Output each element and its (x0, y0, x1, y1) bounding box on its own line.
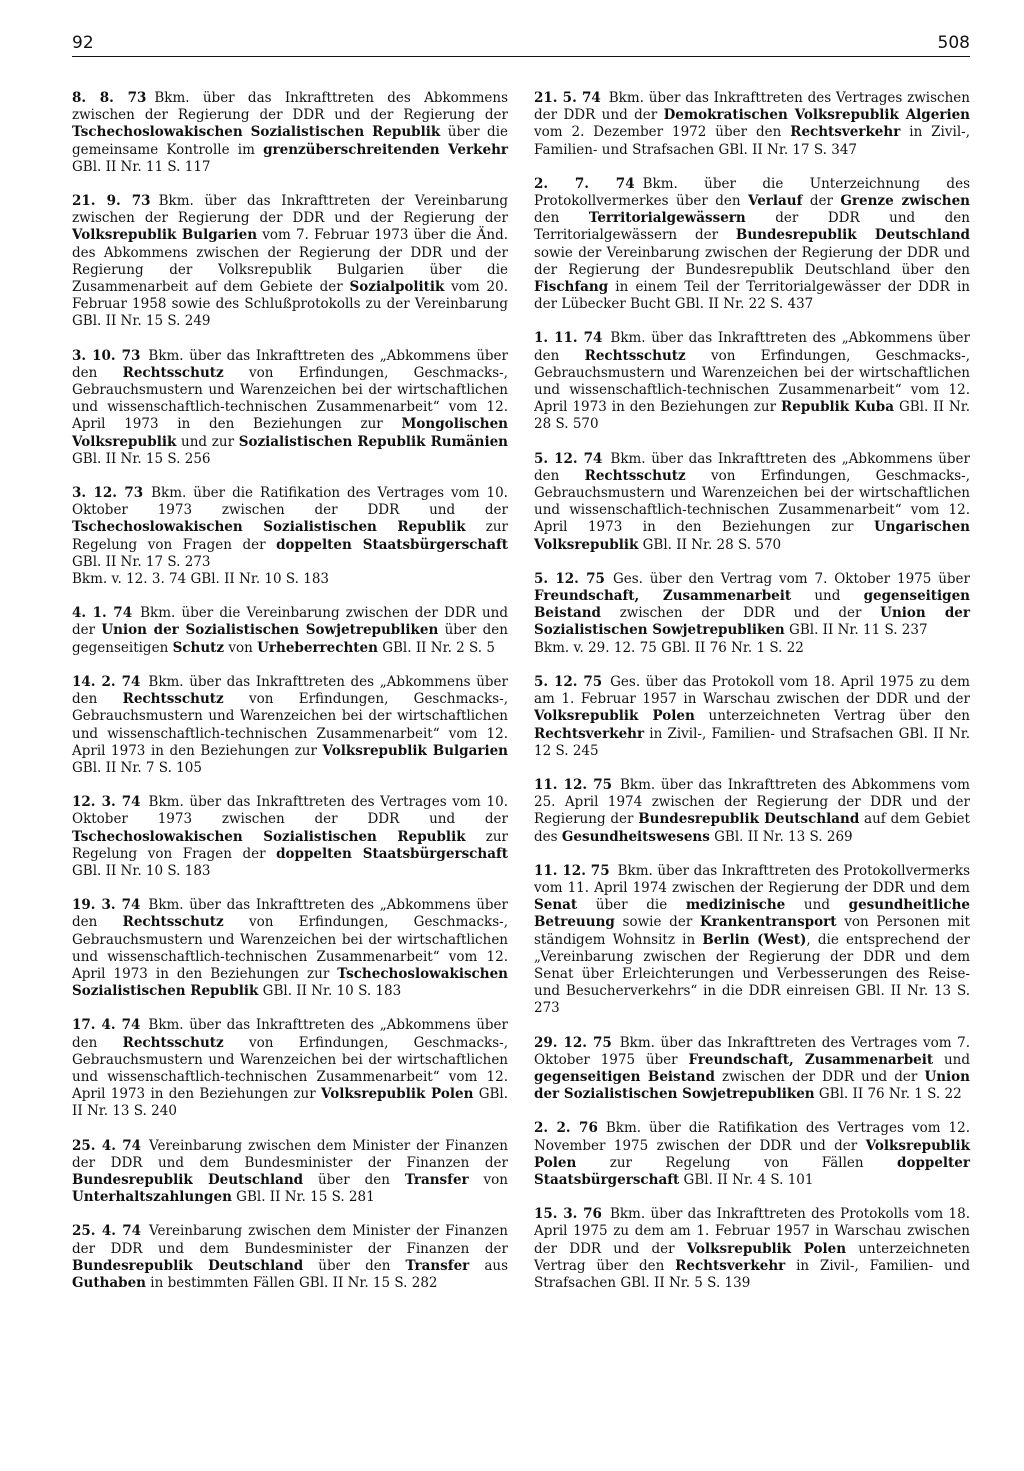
entry-text: in bestimmten Fällen GBl. II Nr. 15 S. 282 (146, 1274, 438, 1291)
entry-text: Bkm. über das Inkrafttreten des Vertrages vom 7. Oktober 1975 über (534, 1034, 970, 1068)
entry-text: GBl. II Nr. 11 S. 237 (784, 622, 928, 639)
entry-text: Bkm. über das Inkrafttreten des „Abkommens über den (72, 347, 508, 381)
entry-text: Bkm. über das Inkrafttreten der Vereinbarung zwischen der Regierung der DDR und der Regierung der (72, 193, 508, 227)
entry-keyword: Bundesrepublik Deutschland (72, 1257, 304, 1274)
entry-text: und (785, 897, 849, 914)
register-entry (72, 605, 508, 657)
entry-text: Bkm. über die Ratifikation des Vertrages vom 12. November 1975 zwischen der DDR und der (534, 1120, 970, 1154)
entry-keyword: medizinische (685, 897, 786, 914)
entry-text: über den gegenseitigen (72, 622, 508, 656)
entry-followup: Bkm. v. 29. 12. 75 GBl. II 76 Nr. 1 S. 22 (534, 639, 804, 656)
entry-text: der DDR und den Territorialgewässern der (534, 210, 970, 244)
entry-date: 17. 4. 74 (72, 1017, 141, 1034)
entry-date: 3. 10. 73 (72, 347, 141, 364)
register-entry (534, 330, 970, 433)
entry-keyword: Verlauf (747, 193, 803, 210)
register-entry (534, 90, 970, 159)
entry-keyword: Rechtsschutz (122, 691, 224, 708)
page-number-right: 508 (937, 33, 970, 53)
entry-keyword: Rechtsschutz (584, 467, 686, 484)
entry-text: GBl. II Nr. 10 S. 183 (72, 862, 211, 879)
entry-text: zwischen der DDR und der (714, 1068, 925, 1085)
entry-keyword: Sozialistischen Republik Rumänien (238, 433, 509, 450)
entry-keyword: Fischfang (534, 279, 609, 296)
entry-date: 25. 4. 74 (72, 1137, 142, 1154)
entry-keyword: grenzüberschreitenden Verkehr (263, 141, 508, 158)
entry-keyword: Senat (534, 897, 578, 914)
entry-text: in Zivil-, Familien- und Strafsachen GBl. II Nr. 5 S. 139 (534, 1257, 970, 1291)
entry-keyword: Schutz (172, 639, 225, 656)
entry-text: zur Regelung von Fragen der (72, 519, 508, 553)
entry-text: sowie der (614, 914, 700, 931)
entry-text: , die entsprechend der „Vereinbarung zwischen der Regierung der DDR und dem Senat über Erleichterungen und Verbesserungen des Reise- und Besucherverkehrs“ in die DDR einreisen GBl. II Nr. 13 S. 273 (534, 931, 970, 1017)
entry-text: vom 7. Februar 1973 über die Änd. des Abkommens zwischen der Regierung der DDR und der Regierung der Volksrepublik Bulgarien über die Zusammenarbeit auf dem Gebiete der (72, 227, 508, 296)
register-entry (534, 777, 970, 846)
entry-keyword: Tschechoslowakischen Sozialistischen Republik (72, 519, 466, 536)
entry-text: von Erfindungen, Geschmacks-, Gebrauchsmustern und Warenzeichen bei der wirtschaftlichen und wissenschaftlich-technischen Zusammenarbeit“ vom 12. April 1973 in den Beziehungen zur (534, 347, 970, 416)
entry-text: Bkm. über das Inkrafttreten des „Abkommens über den (72, 673, 508, 708)
entry-text: von Erfindungen, Geschmacks-, Gebrauchsmustern und Warenzeichen bei der wirtschaftlichen und wissenschaftlich-technischen Zusammenarbeit“ vom 12. April 1973 in den Beziehungen zur (72, 691, 508, 759)
register-entry (72, 485, 508, 588)
register-entry (72, 897, 508, 1000)
entry-date: 14. 2. 74 (72, 673, 141, 690)
entry-text: in einem Teil der Territorialgewässer der DDR in der Lübecker Bucht GBl. II Nr. 22 S. 437 (534, 279, 970, 313)
entry-date: 21. 9. 73 (72, 193, 151, 210)
register-entry (534, 863, 970, 1018)
register-entry (72, 348, 508, 468)
register-entry (72, 1017, 508, 1120)
entry-date: 5. 12. 75 (534, 570, 605, 587)
entry-text: über die (577, 897, 686, 914)
entry-text: über den (303, 1171, 405, 1188)
entry-text: zur Regelung von Fragen der (72, 828, 508, 862)
entry-text: Bkm. über das Inkrafttreten des „Abkommens über den (534, 450, 970, 484)
entry-text: zwischen der DDR und der (600, 605, 881, 622)
entry-keyword: Rechtsschutz (122, 364, 224, 381)
entry-keyword: gegenseitigen Beistand (534, 588, 970, 622)
entry-keyword: Transfer (405, 1257, 470, 1274)
entry-keyword: Volksrepublik Polen (321, 1086, 474, 1103)
entry-text: Bkm. über das Inkrafttreten des Vertrages vom 10. Oktober 1973 zwischen der DDR und der (72, 794, 508, 828)
entry-text: GBl. II Nr. 7 S. 105 (72, 759, 202, 776)
entry-text: GBl. II Nr. 2 S. 5 (377, 639, 495, 656)
entry-keyword: doppelten Staatsbürgerschaft (276, 845, 508, 862)
entry-text: GBl. II Nr. 10 S. 183 (258, 983, 402, 1000)
entry-text: von Erfindungen, Geschmacks-, Gebrauchsmustern und Warenzeichen bei der wirtschaftlichen und wissenschaftlich-technischen Zusammenarbeit“ vom 12. April 1973 in den Beziehungen zur (72, 364, 508, 433)
entry-keyword: gesundheitliche Betreuung (534, 897, 970, 931)
entry-text: auf dem Gebiet des (534, 811, 970, 845)
entry-keyword: Rechtsschutz (122, 914, 224, 931)
entry-text: Ges. über den Vertrag vom 7. Oktober 1975 über (612, 570, 970, 587)
entry-keyword: Bundesrepublik Deutschland (638, 811, 860, 828)
entry-text: sowie der Vereinbarung zwischen der Regierung der DDR und der Regierung der Bundesrepublik Deutschland über den (534, 244, 970, 278)
entry-date: 2. 7. 74 (534, 175, 635, 192)
register-entry (72, 193, 508, 331)
entry-text: Bkm. über das Inkrafttreten des „Abkommens über den (534, 330, 970, 364)
entry-text: GBl. II Nr. 15 S. 256 (72, 450, 211, 467)
entry-keyword: Freundschaft, Zusammenarbeit (688, 1051, 934, 1068)
entry-date: 19. 3. 74 (72, 897, 141, 914)
register-entry (72, 674, 508, 777)
entry-text: Vereinbarung zwischen dem Minister der Finanzen der DDR und dem Bundesminister der Finanzen der (72, 1137, 508, 1171)
entry-text: unterzeichneten Vertrag über den (534, 1240, 970, 1274)
entry-text: Bkm. über das Inkrafttreten des Protokollvermerks vom 11. April 1974 zwischen der Regierung der DDR und dem (534, 862, 970, 896)
entry-date: 2. 2. 76 (534, 1120, 598, 1137)
entry-keyword: Union der Sozialistischen Sowjetrepubliken (534, 1068, 970, 1103)
entry-date: 4. 1. 74 (72, 605, 133, 622)
entry-date: 11. 12. 75 (534, 776, 612, 793)
entry-keyword: Republik Kuba (781, 399, 894, 416)
entry-keyword: gegenseitigen Beistand (534, 1068, 715, 1085)
entry-text: und (933, 1051, 970, 1068)
entry-text: Bkm. über das Inkrafttreten des Protokolls vom 18. April 1975 zu dem am 1. Februar 1957 in Warschau zwischen der DDR und der (534, 1206, 970, 1257)
entry-keyword: Krankentransport (700, 914, 837, 931)
entry-text: GBl. II Nr. 11 S. 117 (72, 158, 211, 175)
entry-text: Vereinbarung zwischen dem Minister der Finanzen der DDR und dem Bundesminister der Finanzen der (72, 1223, 508, 1257)
entry-keyword: Tschechoslowakischen Sozialistischen Republik (72, 828, 466, 845)
entry-keyword: Rechtsschutz (122, 1034, 224, 1051)
entry-keyword: Ungarischen Volksrepublik (534, 519, 970, 553)
entry-keyword: doppelter Staatsbürgerschaft (534, 1154, 970, 1188)
entry-text: von Erfindungen, Geschmacks-, Gebrauchsmustern und Warenzeichen bei der wirtschaftlichen und wissenschaftlich-technischen Zusammenarbeit“ vom 12. April 1973 in den Beziehungen zur (72, 914, 508, 982)
page-header (72, 30, 970, 57)
entry-keyword: Rechtsverkehr (675, 1257, 786, 1274)
entry-keyword: Gesundheitswesens (561, 828, 710, 845)
register-entry (534, 176, 970, 314)
entry-text: Bkm. über das Inkrafttreten des Abkommens zwischen der Regierung der DDR und der Regierung der (72, 90, 508, 124)
entry-date: 29. 12. 75 (534, 1034, 612, 1051)
entry-keyword: Tschechoslowakischen Sozialistischen Republik (72, 124, 441, 141)
entry-keyword: Volksrepublik Polen (686, 1240, 847, 1257)
register-entry (72, 1223, 508, 1292)
entry-date: 11. 12. 75 (534, 862, 610, 879)
entry-text: GBl. II Nr. 4 S. 101 (679, 1171, 814, 1188)
entry-keyword: Demokratischen Volksrepublik Algerien (663, 107, 970, 124)
entry-text: und (791, 588, 864, 605)
entry-keyword: Union der Sozialistischen Sowjetrepubliken (534, 605, 970, 639)
register-entry (72, 794, 508, 880)
entry-text: über die gemeinsame Kontrolle im (72, 124, 509, 158)
entry-keyword: Rechtsschutz (584, 347, 686, 364)
entry-text: von Erfindungen, Geschmacks-, Gebrauchsmustern und Warenzeichen bei der wirtschaftlichen und wissenschaftlich-technischen Zusammenarbeit“ vom 12. April 1973 in den Beziehungen zur (534, 467, 970, 536)
entry-keyword: Unterhaltszahlungen (72, 1189, 232, 1206)
entry-keyword: doppelten Staatsbürgerschaft (276, 536, 508, 553)
entry-date: 21. 5. 74 (534, 90, 601, 106)
entry-text: Ges. über das Protokoll vom 18. April 1975 zu dem am 1. Februar 1957 in Warschau zwischen der DDR und der (534, 673, 970, 708)
entry-text: Bkm. über das Inkrafttreten des Vertrages zwischen der DDR und der (534, 90, 970, 124)
entry-text: zur Regelung von Fällen (576, 1154, 898, 1171)
entry-text: GBl. II Nr. 28 S. 570 (638, 536, 782, 553)
entry-text: GBl. II Nr. 15 S. 281 (231, 1189, 375, 1206)
entry-keyword: Volksrepublik Bulgarien (72, 227, 258, 244)
entry-date: 3. 12. 73 (72, 485, 144, 502)
entry-text: unterzeichneten Vertrag über den (694, 708, 970, 725)
entry-keyword: Mongolischen Volksrepublik (72, 416, 508, 450)
entry-text: von (224, 639, 258, 656)
entry-keyword: Sozialpolitik (349, 279, 445, 296)
entry-text: in Zivil-, Familien- und Strafsachen GBl. II Nr. 17 S. 347 (534, 124, 970, 158)
entry-date: 5. 12. 74 (534, 450, 603, 467)
entry-text: vom 2. Dezember 1972 über den (534, 124, 791, 141)
entry-text: vom 20. Februar 1958 sowie des Schlußprotokolls zu der Vereinbarung GBl. II Nr. 15 S. 249 (72, 279, 508, 330)
register-entry (534, 674, 970, 760)
entry-text: Bkm. über die Vereinbarung zwischen der DDR und der (72, 605, 509, 639)
entry-keyword: Tschechoslowakischen Sozialistischen Republik (72, 965, 508, 1000)
register-entry (72, 90, 508, 176)
register-entry (72, 1138, 508, 1207)
entry-text: und zur (176, 433, 239, 450)
entry-keyword: Volksrepublik Polen (534, 708, 695, 725)
entry-text: GBl. II Nr. 28 S. 570 (534, 399, 970, 433)
register-entry (534, 1120, 970, 1189)
entry-keyword: Guthaben (72, 1274, 146, 1291)
entry-keyword: Bundesrepublik Deutschland (72, 1171, 304, 1188)
register-entry (534, 1206, 970, 1292)
entry-date: 25. 4. 74 (72, 1223, 142, 1240)
entry-text: der (802, 193, 841, 210)
entry-keyword: Transfer (404, 1171, 469, 1188)
entry-date: 12. 3. 74 (72, 794, 141, 811)
entry-keyword: Berlin (West) (702, 931, 807, 948)
entry-keyword: Territorialgewässern (588, 210, 746, 227)
entry-text: von (468, 1171, 508, 1188)
register-entry (534, 571, 970, 657)
entry-text: Bkm. über die Ratifikation des Vertrages vom 10. Oktober 1973 zwischen der DDR und der (72, 485, 508, 519)
entry-text: Bkm. über das Inkrafttreten des „Abkommens über den (72, 1017, 508, 1051)
left-column (72, 90, 508, 1309)
entry-text: GBl. II Nr. 13 S. 240 (72, 1086, 509, 1120)
entry-keyword: Rechtsverkehr (790, 124, 901, 141)
entry-date: 1. 11. 74 (534, 330, 603, 347)
entry-text: aus (469, 1257, 508, 1274)
right-column (534, 90, 970, 1309)
entry-text: von Personen mit ständigem Wohnsitz in (534, 914, 970, 948)
entry-keyword: Freundschaft, Zusammenarbeit (534, 588, 792, 605)
entry-text: von Erfindungen, Geschmacks-, Gebrauchsmustern und Warenzeichen bei der wirtschaftlichen und wissenschaftlich-technischen Zusammenarbeit“ vom 12. April 1973 in den Beziehungen zur (72, 1034, 508, 1103)
register-entry (534, 1035, 970, 1104)
entry-text: GBl. II 76 Nr. 1 S. 22 (814, 1086, 962, 1103)
entry-text: Bkm. über das Inkrafttreten des Abkommens vom 25. April 1974 zwischen der Regierung der DDR und der Regierung der (534, 776, 970, 828)
entry-text: in Zivil-, Familien- und Strafsachen GBl. II Nr. 12 S. 245 (534, 725, 970, 759)
register-entry (534, 451, 970, 554)
entry-text: über den (303, 1257, 406, 1274)
entry-keyword: Volksrepublik Polen (534, 1137, 970, 1171)
entry-keyword: Bundesrepublik Deutschland (735, 227, 970, 244)
entry-text: den (534, 210, 589, 227)
entry-followup: Bkm. v. 12. 3. 74 GBl. II Nr. 10 S. 183 (72, 571, 330, 588)
entry-date: 5. 12. 75 (534, 673, 603, 690)
entry-date: 15. 3. 76 (534, 1206, 602, 1223)
entry-keyword: Rechtsverkehr (534, 725, 645, 742)
page-number-left: 92 (72, 33, 94, 53)
entry-keyword: Volksrepublik Bulgarien (322, 742, 508, 759)
entry-text: GBl. II Nr. 13 S. 269 (709, 828, 853, 845)
entry-keyword: Grenze zwischen (840, 193, 970, 210)
entry-text: Bkm. über die Unterzeichnung des Protokollvermerkes über den (534, 175, 970, 210)
entry-text: GBl. II Nr. 17 S. 273 (72, 553, 211, 570)
entry-keyword: Urheberrechten (257, 639, 378, 656)
entry-date: 8. 8. 73 (72, 90, 147, 106)
entry-keyword: Union der Sozialistischen Sowjetrepubliken (101, 622, 439, 639)
entry-text: Bkm. über das Inkrafttreten des „Abkommens über den (72, 897, 508, 931)
